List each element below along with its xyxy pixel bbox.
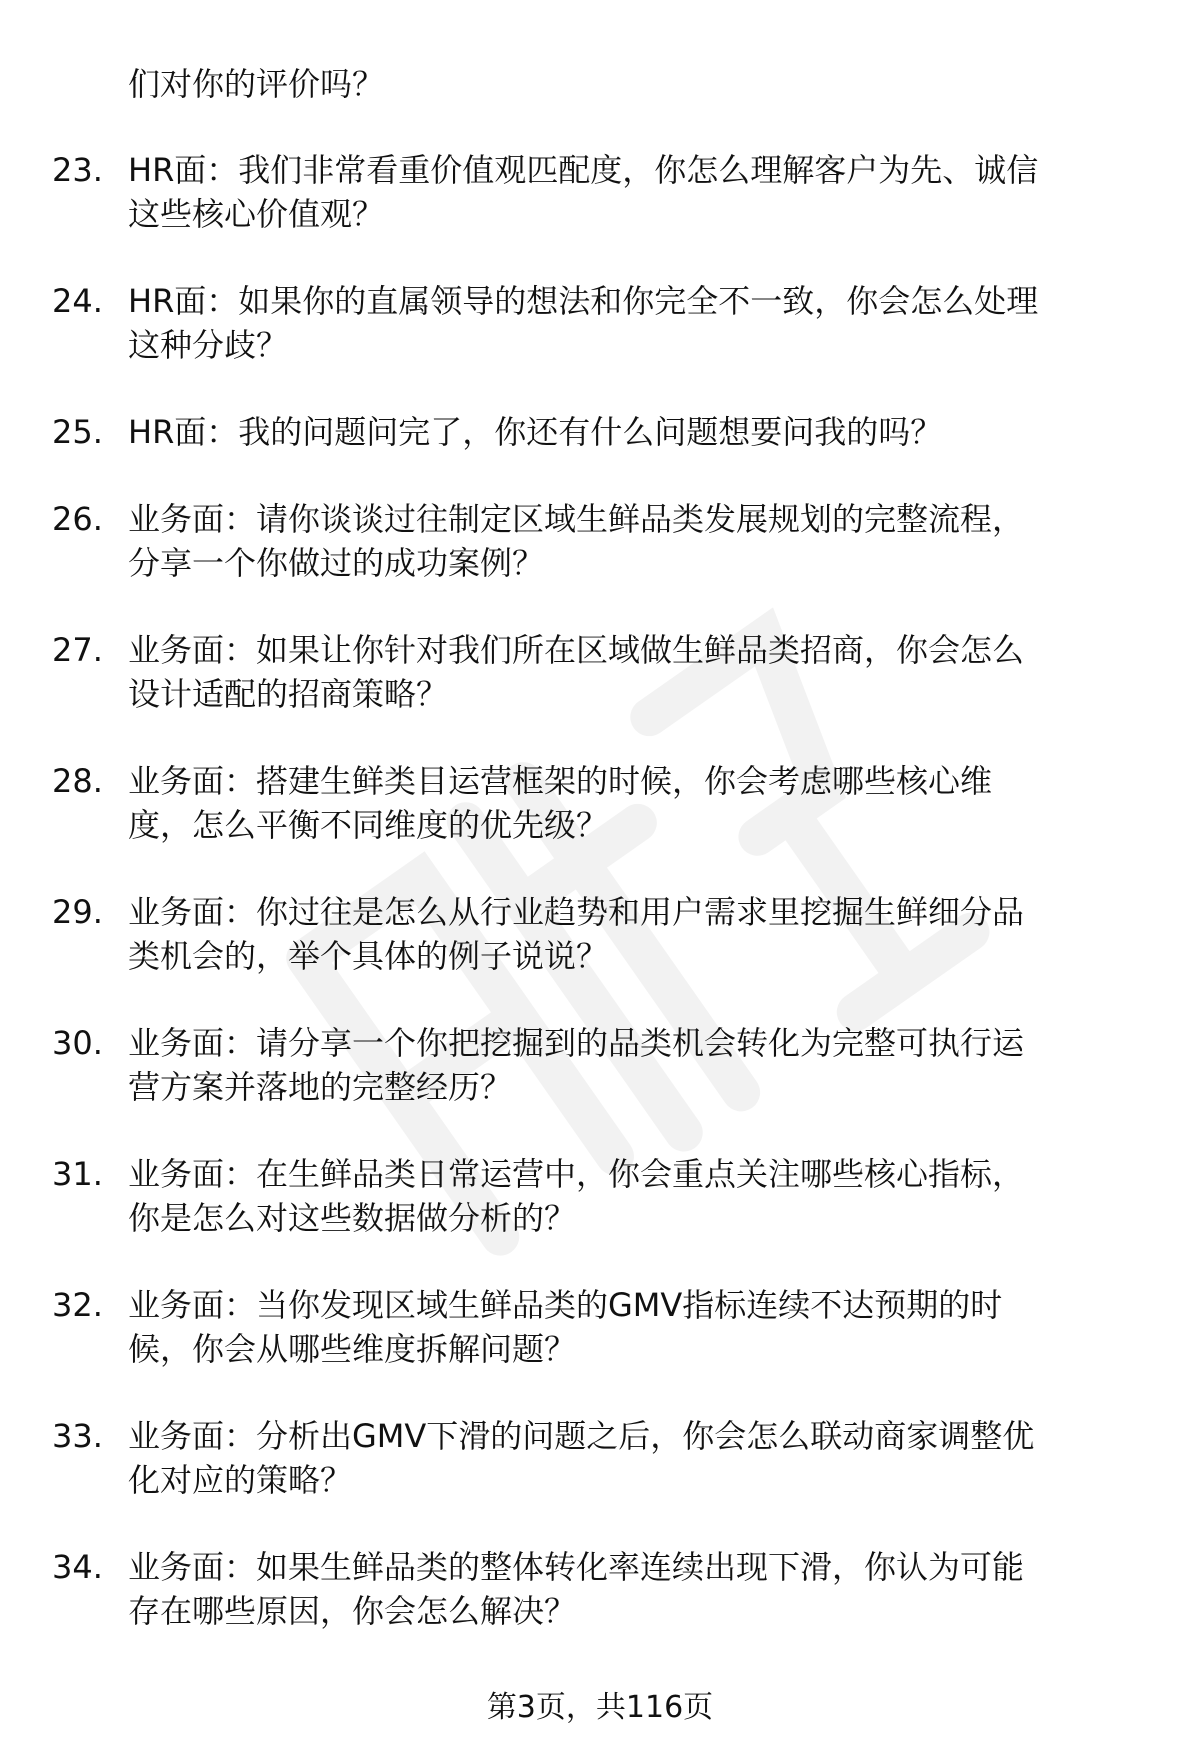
question-text-line: 类机会的，举个具体的例子说说？ — [128, 937, 609, 975]
question-item — [0, 1545, 1200, 1633]
question-number: 31. — [52, 1155, 103, 1193]
question-text-line: 业务面：请分享一个你把挖掘到的品类机会转化为完整可执行运 — [128, 1024, 1025, 1062]
question-number: 24. — [52, 282, 103, 320]
question-text-line: 业务面：搭建生鲜类目运营框架的时候，你会考虑哪些核心维 — [128, 762, 993, 800]
question-number: 23. — [52, 151, 103, 189]
question-text-line: 营方案并落地的完整经历？ — [128, 1068, 513, 1106]
question-text — [128, 1021, 1158, 1109]
question-text — [128, 628, 1158, 716]
question-text — [128, 279, 1158, 367]
question-text-line: 你是怎么对这些数据做分析的？ — [128, 1199, 577, 1237]
question-item — [0, 759, 1200, 847]
question-item — [0, 890, 1200, 978]
question-text-line: 业务面：如果让你针对我们所在区域做生鲜品类招商，你会怎么 — [128, 631, 1025, 669]
question-text-line: 业务面：请你谈谈过往制定区域生鲜品类发展规划的完整流程， — [128, 500, 1025, 538]
question-number: 33. — [52, 1417, 103, 1455]
question-item — [0, 279, 1200, 367]
question-item — [0, 497, 1200, 585]
question-number: 34. — [52, 1548, 103, 1586]
question-text-line: 业务面：当你发现区域生鲜品类的GMV指标连续不达预期的时 — [128, 1286, 1003, 1324]
question-text-line: 业务面：分析出GMV下滑的问题之后，你会怎么联动商家调整优 — [128, 1417, 1035, 1455]
question-text-line: HR面：我的问题问完了，你还有什么问题想要问我的吗？ — [128, 413, 943, 451]
question-text-line: 业务面：你过往是怎么从行业趋势和用户需求里挖掘生鲜细分品 — [128, 893, 1025, 931]
question-text-line: 候，你会从哪些维度拆解问题？ — [128, 1330, 577, 1368]
question-text-line: 业务面：如果生鲜品类的整体转化率连续出现下滑，你认为可能 — [128, 1548, 1025, 1586]
question-text-line: HR面：我们非常看重价值观匹配度，你怎么理解客户为先、诚信 — [128, 151, 1039, 189]
question-number: 30. — [52, 1024, 103, 1062]
question-number: 32. — [52, 1286, 103, 1324]
question-item — [0, 1283, 1200, 1371]
question-text — [128, 759, 1158, 847]
continued-question-text: 们对你的评价吗？ — [128, 65, 385, 103]
question-number: 28. — [52, 762, 103, 800]
question-list — [0, 148, 1200, 1676]
question-text-line: 化对应的策略？ — [128, 1461, 353, 1499]
question-item — [0, 1152, 1200, 1240]
question-item — [0, 1021, 1200, 1109]
question-number: 26. — [52, 500, 103, 538]
question-text — [128, 497, 1158, 585]
question-number: 25. — [52, 413, 103, 451]
question-text — [128, 1283, 1158, 1371]
question-item — [0, 148, 1200, 236]
question-text — [128, 1152, 1158, 1240]
question-text-line: 这些核心价值观？ — [128, 195, 385, 233]
question-item — [0, 628, 1200, 716]
question-text — [128, 890, 1158, 978]
question-text — [128, 1545, 1158, 1633]
question-text-line: 业务面：在生鲜品类日常运营中，你会重点关注哪些核心指标， — [128, 1155, 1025, 1193]
question-text — [128, 1414, 1158, 1502]
question-number: 29. — [52, 893, 103, 931]
question-text-line: 这种分歧？ — [128, 326, 289, 364]
question-text — [128, 410, 1158, 454]
page-footer: 第3页，共116页 — [486, 1690, 714, 1725]
question-text-line: 设计适配的招商策略？ — [128, 675, 449, 713]
question-text-line: 分享一个你做过的成功案例？ — [128, 544, 545, 582]
question-item — [0, 1414, 1200, 1502]
question-text-line: HR面：如果你的直属领导的想法和你完全不一致，你会怎么处理 — [128, 282, 1039, 320]
question-item — [0, 410, 1200, 454]
question-text-line: 存在哪些原因，你会怎么解决？ — [128, 1592, 577, 1630]
question-text-line: 度，怎么平衡不同维度的优先级？ — [128, 806, 609, 844]
question-text — [128, 148, 1158, 236]
question-number: 27. — [52, 631, 103, 669]
